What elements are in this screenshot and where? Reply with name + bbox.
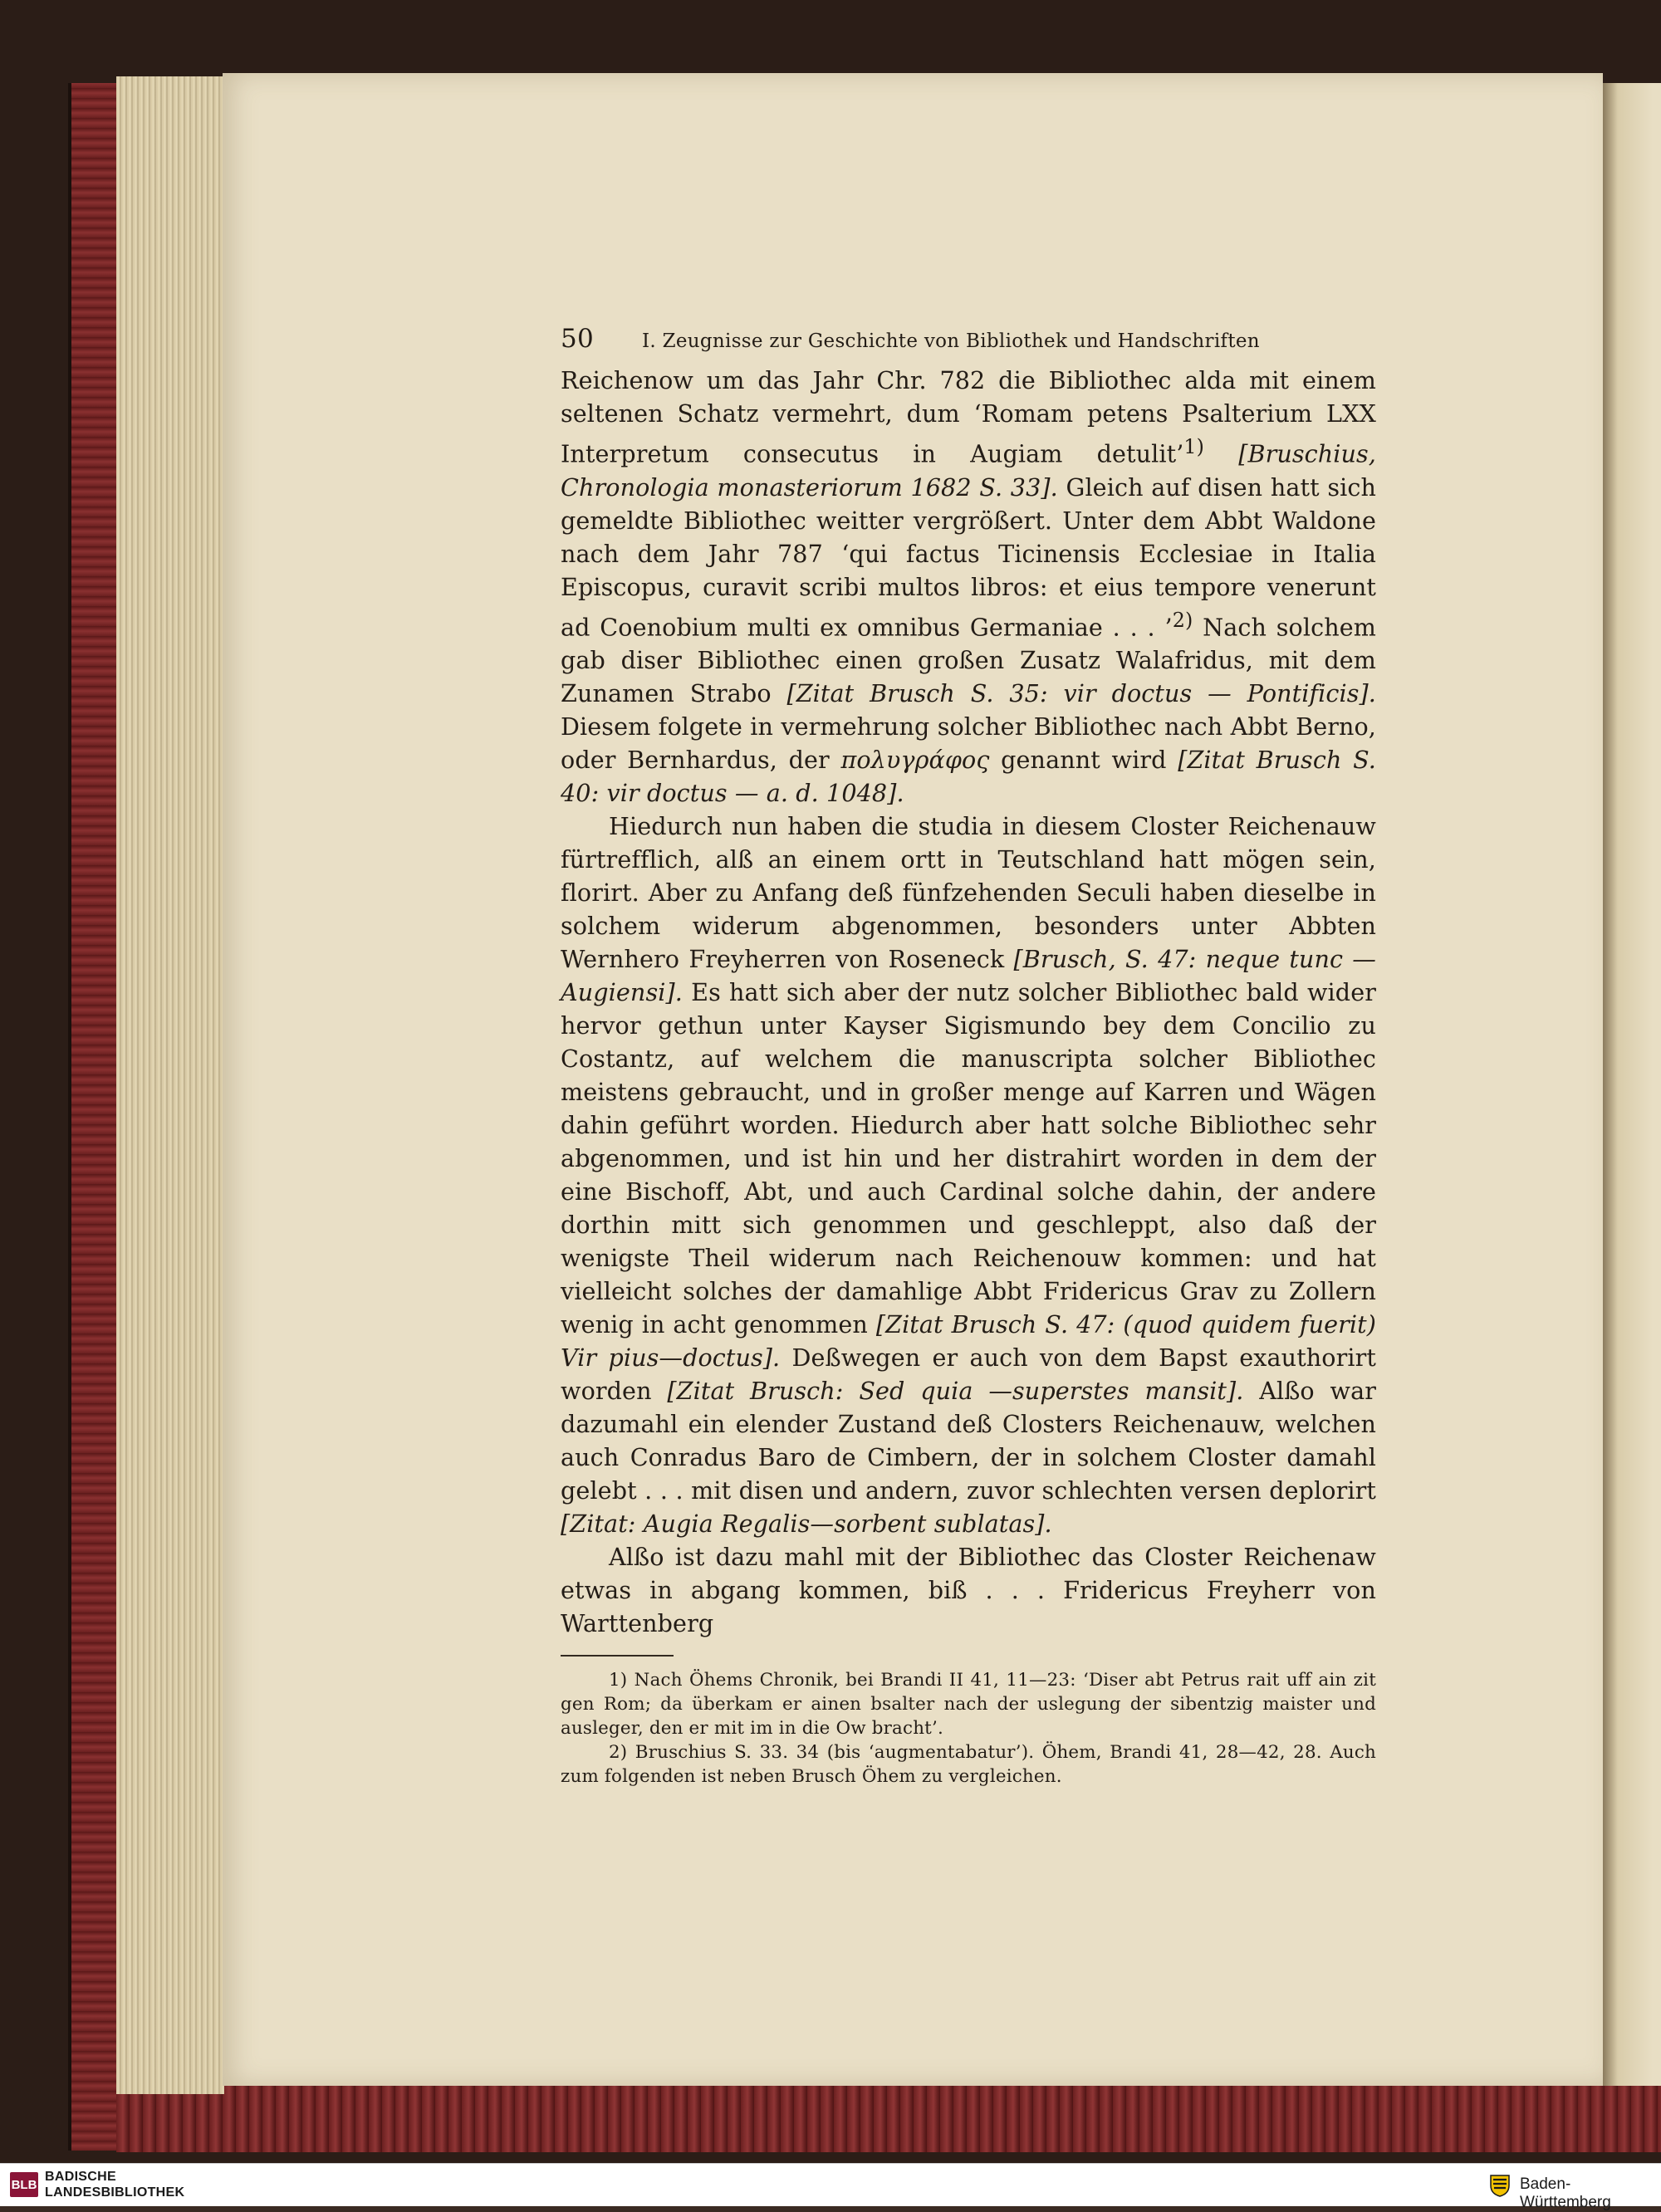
editorial-citation: [Bruschius, Chronologia monasteriorum 1682 S. 33]. [561,439,1376,502]
text-run: Gleich auf disen hatt sich gemeldte Bibliothec weitter vergrößert. Unter dem Abbt Waldone nach dem Jahr 787 ‘qui factus Ticinensis Ecclesiae in Italia Episcopus, curavit scribi multos libros: et eius tempore venerunt ad Coenobium multi ex omnibus Germaniae . . . ’ [561,472,1376,642]
blb-name [45,2169,184,2200]
running-head [561,324,1376,360]
text-run: Hiedurch nun haben die studia in diesem Closter Reichenauw fürtrefflich, alß an einem ortt in Teutschland hatt mögen sein, florirt. Aber zu Anfang deß fünfzehenden Seculi haben dieselbe in solchem widerum abgenommen, besonders unter Abbten Wernhero Freyherren von Roseneck [561,812,1376,974]
editorial-citation: [Zitat Brusch S. 35: vir doctus — Pontificis]. [786,679,1376,708]
text-run: Diesem folgete in vermehrung solcher Bibliothec nach Abbt Berno, oder Bernhardus, der [561,712,1376,775]
footnote: 1) Nach Öhems Chronik, bei Brandi II 41, 11—23: ‘Diser abt Petrus rait uff ain zit gen Rom; da überkam er ainen bsalter nach der uslegung der sibentzig maister und ausleger, den er mit im in die Ow bracht’. [561,1670,1376,1740]
editorial-citation: [Zitat Brusch S. 40: vir doctus — a. d. 1048]. [561,746,1376,808]
text-run [1204,440,1238,468]
text-run: Deßwegen er auch von dem Bapst exauthorirt worden [561,1343,1376,1406]
text-run: genannt wird [989,746,1178,775]
editorial-citation: [Brusch, S. 47: neque tunc — Augiensi]. [561,945,1376,1007]
editorial-citation: [Zitat Brusch: Sed quia —superstes mansit]. [667,1377,1244,1406]
text-run: Reichenow um das Jahr Chr. 782 die Bibliothec alda mit einem seltenen Schatz vermehrt, dum ‘Romam petens Psalterium LXX Interpretum consecutus in Augiam detulit’ [561,366,1376,468]
editorial-citation: πολυγράφος [840,746,990,775]
blb-name-line2: LANDESBIBLIOTHEK [45,2185,185,2200]
baden-wuerttemberg-coat-of-arms-icon [1488,2172,1512,2197]
blb-logo: BLB [10,2172,38,2197]
footnote: 2) Bruschius S. 33. 34 (bis ‘augmentabatur’). Öhem, Brandi 41, 28—42, 28. Auch zum folgenden ist neben Brusch Öhem zu vergleichen. [561,1742,1376,1788]
text-run: Es hatt sich aber der nutz solcher Bibliothec bald wider hervor gethun unter Kayser Sigismundo bey dem Concilio zu Costantz, auf welchem die manuscripta solcher Bibliothec meistens gebraucht, und in großer menge auf Karren und Wägen dahin geführt worden. Hiedurch aber hatt solche Bibliothec sehr abgenommen, und ist hin und her distrahirt worden in dem der eine Bischoff, Abt, und auch Cardinal solche dahin, der andere dorthin mitt sich genommen und geschleppt, also daß der wenigste Theil widerum nach Reichenouw kommen: und hat vielleicht solches der damahlige Abbt Fridericus Grav zu Zollern wenig in acht genommen [561,978,1376,1339]
footnote-rule [561,1655,674,1657]
book-cover-bottom [116,2086,1661,2152]
editorial-citation: [Zitat Brusch S. 47: (quod quidem fuerit) Vir pius—doctus]. [561,1310,1376,1373]
footnote-marker: 2) [1172,608,1193,632]
page-edges [116,76,224,2094]
body-paragraph [561,1540,1376,1640]
blb-name-line1: BADISCHE [45,2170,116,2184]
body-paragraph [561,810,1376,1540]
footnotes [561,1668,1376,1789]
editorial-citation: [Zitat: Augia Regalis—sorbent sublatas]. [561,1510,1052,1539]
footnote-marker: 1) [1183,435,1205,458]
institution-footer [0,2163,1661,2211]
page-number: 50 [561,324,595,354]
body-text [561,364,1376,1640]
text-run: Alßo war dazumahl ein elender Zustand deß Closters Reichenauw, welchen auch Conradus Baro de Cimbern, der in solchem Closter damahl gelebt . . . mit disen und andern, zuvor schlechten versen deplorirt [561,1377,1376,1505]
baden-wuerttemberg-name: Baden-Württemberg [1520,2175,1611,2211]
running-head-title: I. Zeugnisse zur Geschichte von Bibliothek und Handschriften [642,330,1260,352]
body-paragraph [561,364,1376,810]
page-content [561,324,1376,1789]
text-run: Alßo ist dazu mahl mit der Bibliothec das Closter Reichenaw etwas in abgang kommen, biß . . . Fridericus Freyherr von Warttenberg [561,1543,1376,1638]
next-page-edge [1603,83,1661,2086]
text-run: Nach solchem gab diser Bibliothec einen großen Zusatz Walafridus, mit dem Zunamen Strabo [561,613,1376,708]
